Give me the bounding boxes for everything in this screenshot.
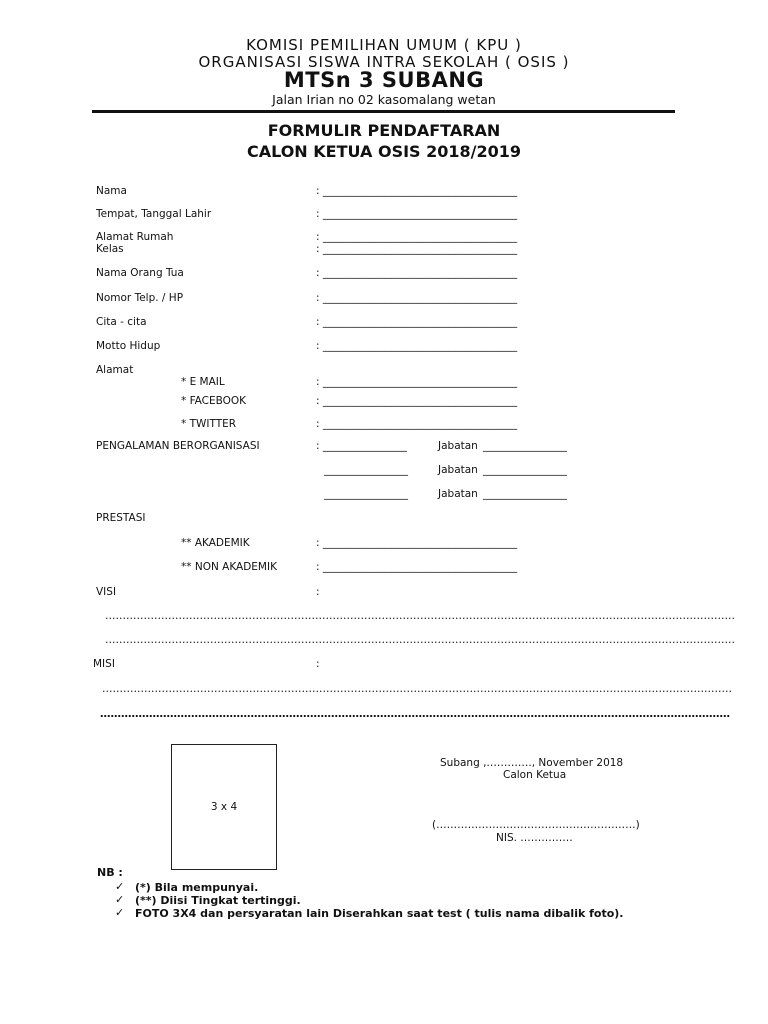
form-subtitle: CALON KETUA OSIS 2018/2019 [246,142,522,161]
label-non-akademik: ** NON AKADEMIK [181,561,277,573]
label-jabatan-1: Jabatan [438,440,478,452]
field-organisasi-1[interactable]: : ________________ [316,440,407,452]
label-prestasi: PRESTASI [96,512,146,524]
field-non-akademik[interactable]: : _____________________________________ [316,561,518,573]
field-jabatan-1[interactable]: ________________ [483,440,567,452]
label-kelas: Kelas [96,243,124,255]
signature-nis[interactable]: NIS. …………… [496,832,573,844]
label-visi: VISI [96,586,117,598]
note-item: (*) Bila mempunyai. [135,881,259,894]
label-facebook: * FACEBOOK [181,395,247,407]
field-visi-2[interactable]: ……………………………………………………………………………………………………………………………………………………………… [105,634,735,646]
signature-role: Calon Ketua [503,769,567,781]
form-title: FORMULIR PENDAFTARAN [267,121,501,140]
field-cita[interactable]: : _____________________________________ [316,316,518,328]
field-misi-2[interactable]: ……………………………………………………………………………………………………………………………………………………………… [100,708,730,720]
label-alamat: Alamat [96,364,134,376]
field-visi-1[interactable]: ……………………………………………………………………………………………………………………………………………………………… [105,610,735,622]
label-email: * E MAIL [181,376,225,388]
check-icon: ✓ [115,880,125,893]
label-ttl: Tempat, Tanggal Lahir [96,208,212,220]
label-misi: MISI [93,658,115,670]
field-ttl[interactable]: : _____________________________________ [316,208,518,220]
signature-name-line[interactable]: (…………………………………………………) [432,819,640,831]
check-icon: ✓ [115,906,125,919]
field-email[interactable]: : _____________________________________ [316,376,518,388]
label-twitter: * TWITTER [181,418,237,430]
field-jabatan-3[interactable]: ________________ [483,488,567,500]
label-pengalaman: PENGALAMAN BERORGANISASI [96,440,260,452]
field-motto[interactable]: : _____________________________________ [316,340,518,352]
label-motto: Motto Hidup [96,340,161,352]
field-akademik[interactable]: : _____________________________________ [316,537,518,549]
label-alamat-rumah: Alamat Rumah [96,231,174,243]
colon-misi: : [316,658,320,670]
field-kelas[interactable]: : _____________________________________ [316,243,518,255]
note-item: (**) Diisi Tingkat tertinggi. [135,894,301,907]
field-orang-tua[interactable]: : _____________________________________ [316,267,518,279]
field-jabatan-2[interactable]: ________________ [483,464,567,476]
check-icon: ✓ [115,893,125,906]
label-jabatan-3: Jabatan [438,488,478,500]
label-cita: Cita - cita [96,316,147,328]
header-divider [92,110,675,113]
header-school: MTSn 3 SUBANG [283,68,485,92]
header-kpu: KOMISI PEMILIHAN UMUM ( KPU ) [246,36,522,54]
field-alamat-rumah[interactable]: : _____________________________________ [316,231,518,243]
field-nama[interactable]: : _____________________________________ [316,185,518,197]
field-twitter[interactable]: : _____________________________________ [316,418,518,430]
label-nama: Nama [96,185,127,197]
label-telp: Nomor Telp. / HP [96,292,184,304]
field-facebook[interactable]: : _____________________________________ [316,395,518,407]
photo-box [171,744,277,870]
field-organisasi-2[interactable]: ________________ [324,464,408,476]
header-osis: ORGANISASI SISWA INTRA SEKOLAH ( OSIS ) [198,53,570,71]
field-telp[interactable]: : _____________________________________ [316,292,518,304]
signature-place-date: Subang ,…………., November 2018 [440,757,624,769]
field-organisasi-3[interactable]: ________________ [324,488,408,500]
header-address: Jalan Irian no 02 kasomalang wetan [272,92,496,107]
label-jabatan-2: Jabatan [438,464,478,476]
colon-visi: : [316,586,320,598]
note-item: FOTO 3X4 dan persyaratan lain Diserahkan saat test ( tulis nama dibalik foto). [135,907,624,920]
label-orang-tua: Nama Orang Tua [96,267,184,279]
field-misi-1[interactable]: ……………………………………………………………………………………………………………………………………………………………… [102,683,732,695]
label-akademik: ** AKADEMIK [181,537,250,549]
notes-title: NB : [97,866,123,879]
photo-size-label: 3 x 4 [210,801,238,813]
